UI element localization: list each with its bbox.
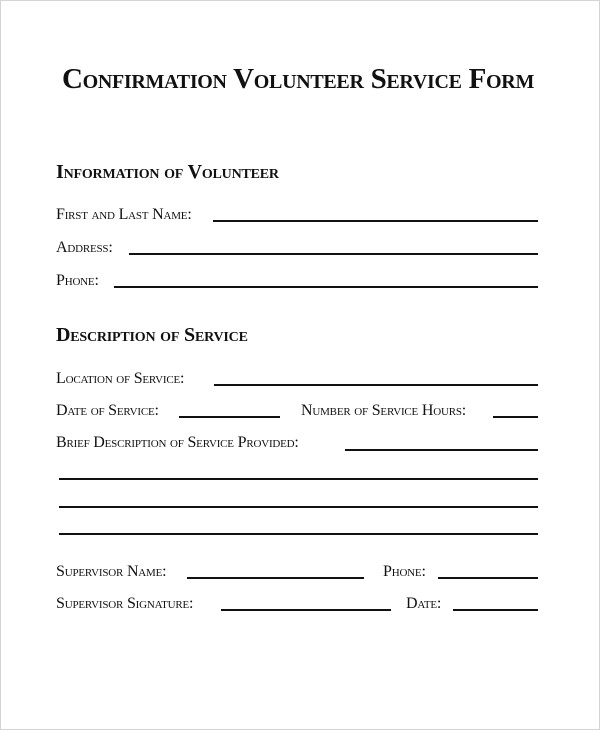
volunteer-phone-label: Phone: bbox=[56, 272, 99, 289]
supervisor-date-label: Date: bbox=[406, 595, 442, 612]
supervisor-phone-label: Phone: bbox=[383, 563, 426, 580]
supervisor-signature-field[interactable] bbox=[221, 609, 391, 611]
section-heading-service: Description of Service bbox=[56, 324, 248, 346]
service-location-field[interactable] bbox=[214, 384, 538, 386]
section-heading-volunteer: Information of Volunteer bbox=[56, 161, 279, 183]
volunteer-address-label: Address: bbox=[56, 239, 113, 256]
volunteer-phone-field[interactable] bbox=[114, 286, 538, 288]
service-description-field-line-1[interactable] bbox=[345, 449, 538, 451]
service-description-label: Brief Description of Service Provided: bbox=[56, 434, 299, 451]
volunteer-address-field[interactable] bbox=[129, 253, 538, 255]
supervisor-name-field[interactable] bbox=[187, 577, 364, 579]
service-description-field-line-4[interactable] bbox=[59, 533, 538, 535]
volunteer-name-field[interactable] bbox=[213, 220, 538, 222]
form-title: Confirmation Volunteer Service Form bbox=[61, 63, 535, 95]
service-date-field[interactable] bbox=[179, 416, 280, 418]
supervisor-name-label: Supervisor Name: bbox=[56, 563, 167, 580]
service-description-field-line-3[interactable] bbox=[59, 506, 538, 508]
supervisor-signature-label: Supervisor Signature: bbox=[56, 595, 194, 612]
volunteer-name-label: First and Last Name: bbox=[56, 206, 192, 223]
service-location-label: Location of Service: bbox=[56, 370, 185, 387]
service-date-label: Date of Service: bbox=[56, 402, 159, 419]
service-description-field-line-2[interactable] bbox=[59, 478, 538, 480]
supervisor-phone-field[interactable] bbox=[438, 577, 538, 579]
service-hours-field[interactable] bbox=[493, 416, 538, 418]
supervisor-date-field[interactable] bbox=[453, 609, 538, 611]
service-hours-label: Number of Service Hours: bbox=[301, 402, 467, 419]
